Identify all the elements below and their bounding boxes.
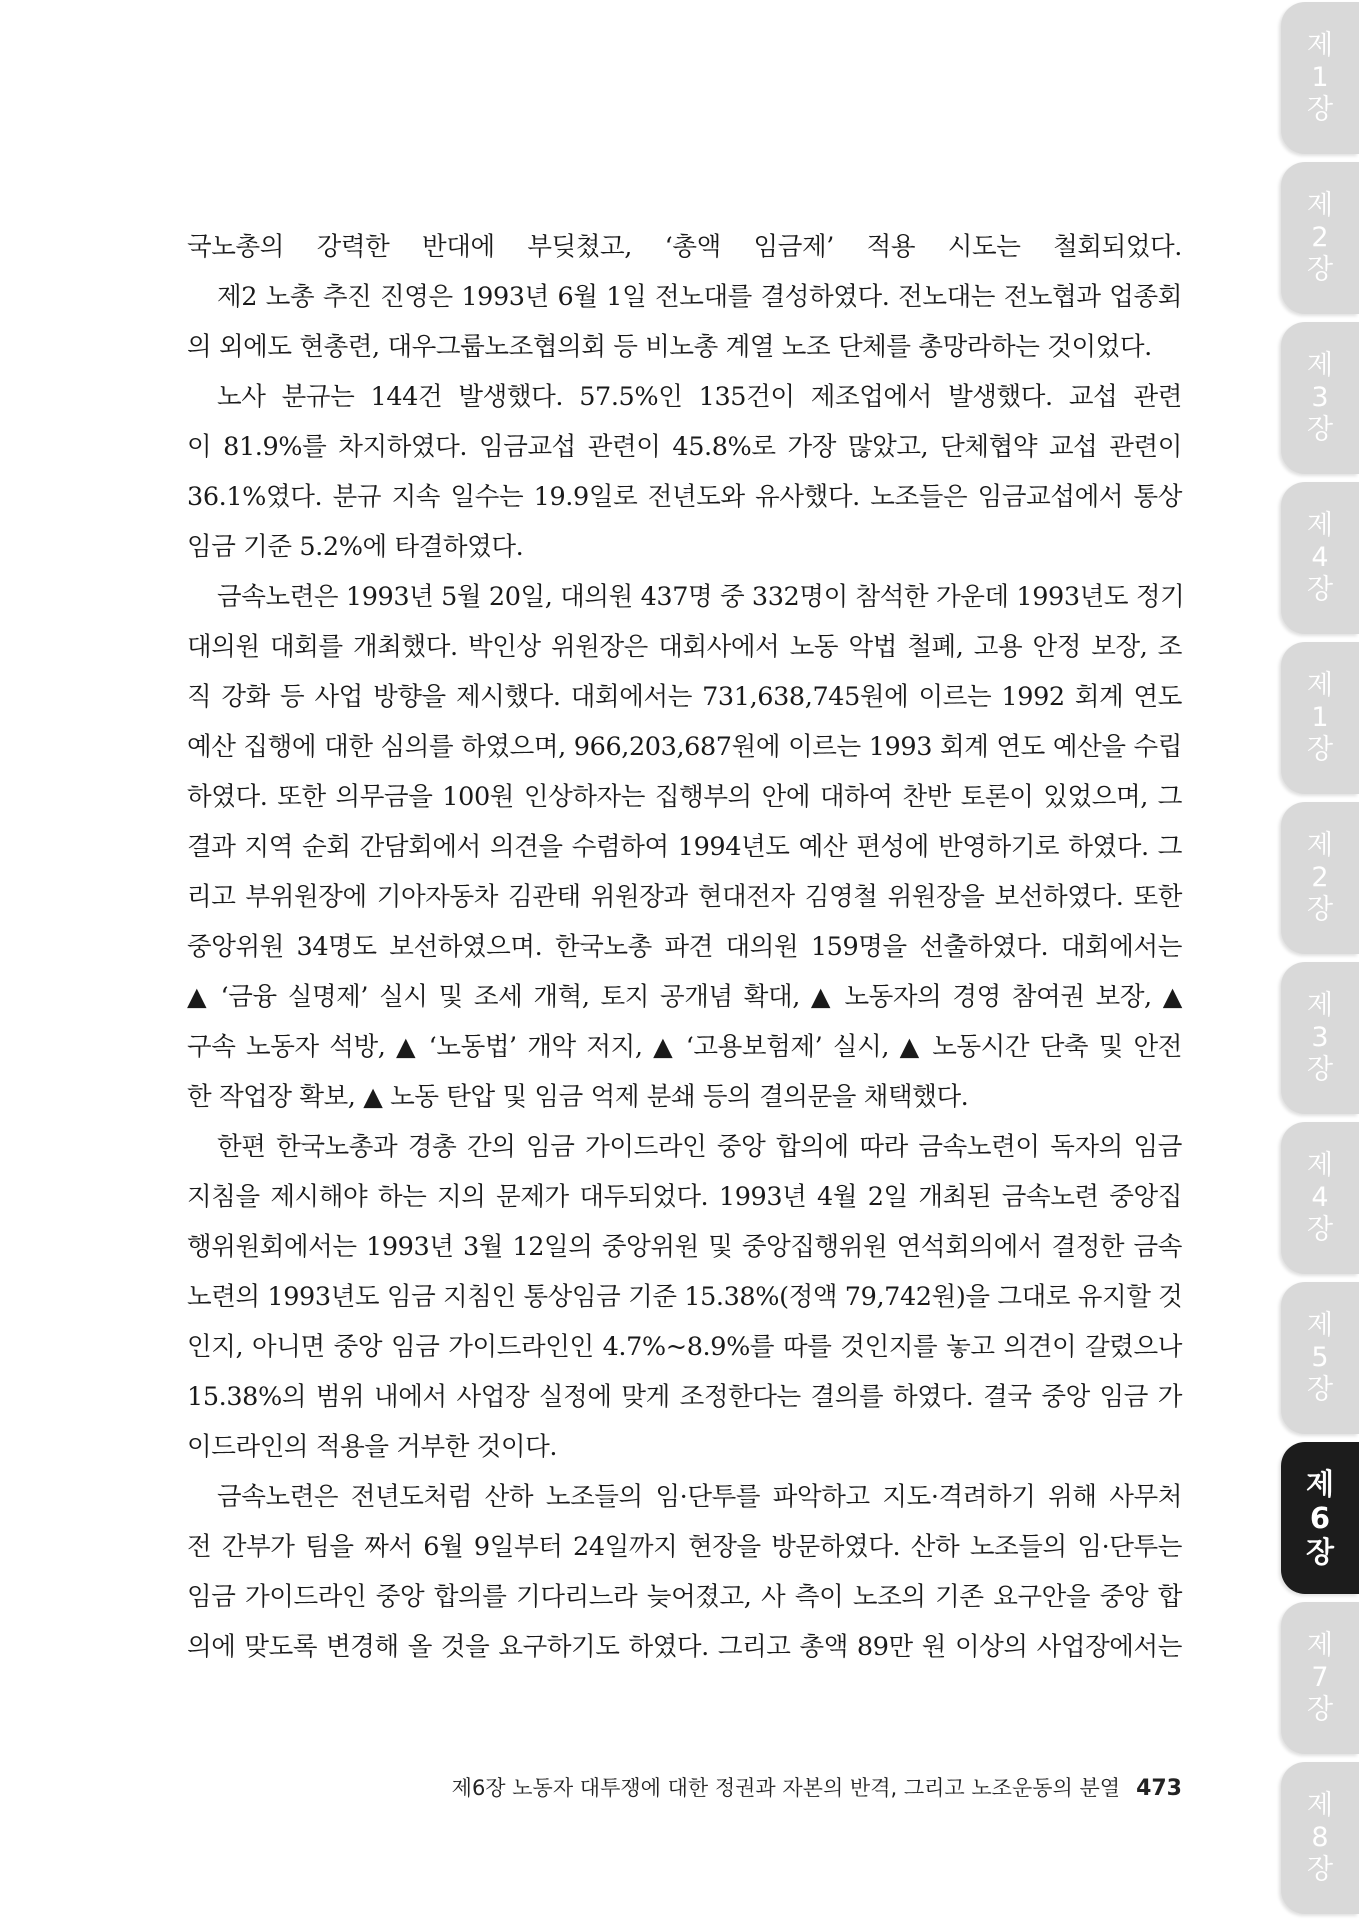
text-line: 금속노련은 전년도처럼 산하 노조들의 임·단투를 파악하고 지도·격려하기 위해 사무처 (217, 1482, 1182, 1512)
text-line: 임금 가이드라인 중앙 합의를 기다리느라 늦어졌고, 사 측이 노조의 기존 요구안을 중앙 합 (187, 1582, 1182, 1612)
chapter-tab-active[interactable] (1281, 1442, 1359, 1594)
chapter-tab[interactable] (1281, 1122, 1359, 1274)
tab-label-suffix: 장 (1306, 573, 1334, 605)
chapter-tab[interactable] (1281, 482, 1359, 634)
tab-label-number: 2 (1311, 222, 1329, 254)
text-line: 한 작업장 확보, ▲ 노동 탄압 및 임금 억제 분쇄 등의 결의문을 채택했다. (187, 1082, 969, 1112)
text-line: 임금 기준 5.2%에 타결하였다. (187, 532, 524, 562)
text-line: 대의원 대회를 개최했다. 박인상 위원장은 대회사에서 노동 악법 철폐, 고용 안정 보장, 조 (187, 632, 1182, 662)
tab-label-prefix: 제 (1306, 830, 1334, 862)
chapter-tab[interactable] (1281, 962, 1359, 1114)
tab-label-suffix: 장 (1306, 253, 1334, 285)
text-line: 전 간부가 팀을 짜서 6월 9일부터 24일까지 현장을 방문하였다. 산하 노조들의 임·단투는 (187, 1532, 1182, 1562)
text-line: 리고 부위원장에 기아자동차 김관태 위원장과 현대전자 김영철 위원장을 보선하였다. 또한 (187, 882, 1182, 912)
text-line: 이 81.9%를 차지하였다. 임금교섭 관련이 45.8%로 가장 많았고, 단체협약 교섭 관련이 (187, 432, 1182, 462)
tab-label-number: 3 (1311, 1022, 1329, 1054)
tab-label-number: 7 (1311, 1662, 1329, 1694)
tab-label-suffix: 장 (1306, 1053, 1334, 1085)
body-text (187, 222, 1185, 1672)
tab-label-prefix: 제 (1306, 1630, 1334, 1662)
text-line: 노련의 1993년도 임금 지침인 통상임금 기준 15.38%(정액 79,742원)을 그대로 유지할 것 (187, 1282, 1183, 1312)
chapter-tab[interactable] (1281, 2, 1359, 154)
tab-label-suffix: 장 (1305, 1535, 1334, 1570)
chapter-tab[interactable] (1281, 1762, 1359, 1914)
chapter-tab[interactable] (1281, 1602, 1359, 1754)
text-line: 한편 한국노총과 경총 간의 임금 가이드라인 중앙 합의에 따라 금속노련이 독자의 임금 (217, 1132, 1182, 1162)
tab-label-prefix: 제 (1306, 990, 1334, 1022)
text-line: 중앙위원 34명도 보선하였으며. 한국노총 파견 대의원 159명을 선출하였다. 대회에서는 (187, 932, 1182, 962)
tab-label-number: 1 (1311, 62, 1329, 94)
tab-label-suffix: 장 (1306, 1373, 1334, 1405)
text-line: 구속 노동자 석방, ▲ ‘노동법’ 개악 저지, ▲ ‘고용보험제’ 실시, ▲ 노동시간 단축 및 안전 (187, 1032, 1182, 1062)
text-line: 노사 분규는 144건 발생했다. 57.5%인 135건이 제조업에서 발생했다. 교섭 관련 (217, 382, 1182, 412)
text-line: 의 외에도 현총련, 대우그룹노조협의회 등 비노총 계열 노조 단체를 총망라하는 것이었다. (187, 332, 1152, 362)
chapter-tab[interactable] (1281, 322, 1359, 474)
tab-label-number: 8 (1311, 1822, 1329, 1854)
tab-label-number: 1 (1311, 702, 1329, 734)
tab-label-suffix: 장 (1306, 1693, 1334, 1725)
tab-label-suffix: 장 (1306, 893, 1334, 925)
text-line: 36.1%였다. 분규 지속 일수는 19.9일로 전년도와 유사했다. 노조들은 임금교섭에서 통상 (187, 482, 1182, 512)
tab-label-number: 4 (1311, 542, 1329, 574)
text-line: 지침을 제시해야 하는 지의 문제가 대두되었다. 1993년 4월 2일 개최된 금속노련 중앙집 (187, 1182, 1182, 1212)
page-footer (187, 1772, 1182, 1802)
text-line: 결과 지역 순회 간담회에서 의견을 수렴하여 1994년도 예산 편성에 반영하기로 하였다. 그 (187, 832, 1182, 862)
chapter-tab[interactable] (1281, 642, 1359, 794)
tab-label-prefix: 제 (1306, 190, 1334, 222)
tab-label-suffix: 장 (1306, 93, 1334, 125)
chapter-tab-strip (1281, 0, 1359, 1920)
text-line: 제2 노총 추진 진영은 1993년 6월 1일 전노대를 결성하였다. 전노대는 전노협과 업종회 (217, 282, 1182, 312)
text-line: 예산 집행에 대한 심의를 하였으며, 966,203,687원에 이르는 1993 회계 연도 예산을 수립 (187, 732, 1182, 762)
tab-label-prefix: 제 (1306, 30, 1334, 62)
tab-label-prefix: 제 (1306, 1310, 1334, 1342)
tab-label-number: 6 (1309, 1500, 1331, 1535)
tab-label-number: 5 (1311, 1342, 1329, 1374)
tab-label-suffix: 장 (1306, 413, 1334, 445)
tab-label-prefix: 제 (1306, 670, 1334, 702)
text-line: 직 강화 등 사업 방향을 제시했다. 대회에서는 731,638,745원에 이르는 1992 회계 연도 (187, 682, 1182, 712)
text-line: 인지, 아니면 중앙 임금 가이드라인인 4.7%~8.9%를 따를 것인지를 놓고 의견이 갈렸으나 (187, 1332, 1182, 1362)
text-line: 국노총의 강력한 반대에 부딪쳤고, ‘총액 임금제’ 적용 시도는 철회되었다. (187, 232, 1182, 262)
tab-label-prefix: 제 (1306, 350, 1334, 382)
text-line: 이드라인의 적용을 거부한 것이다. (187, 1432, 558, 1462)
tab-label-prefix: 제 (1306, 1150, 1334, 1182)
text-line: ▲ ‘금융 실명제’ 실시 및 조세 개혁, 토지 공개념 확대, ▲ 노동자의 경영 참여권 보장, ▲ (187, 982, 1182, 1012)
chapter-tab[interactable] (1281, 802, 1359, 954)
chapter-tab[interactable] (1281, 1282, 1359, 1434)
tab-label-number: 2 (1311, 862, 1329, 894)
running-chapter-title: 제6장 노동자 대투쟁에 대한 정권과 자본의 반격, 그리고 노조운동의 분열 (451, 1776, 1121, 1800)
tab-label-number: 3 (1311, 382, 1329, 414)
tab-label-prefix: 제 (1306, 510, 1334, 542)
tab-label-suffix: 장 (1306, 733, 1334, 765)
page-number: 473 (1136, 1776, 1182, 1801)
tab-label-number: 4 (1311, 1182, 1329, 1214)
text-line: 의에 맞도록 변경해 올 것을 요구하기도 하였다. 그리고 총액 89만 원 이상의 사업장에서는 (187, 1632, 1182, 1662)
chapter-tab[interactable] (1281, 162, 1359, 314)
text-line: 금속노련은 1993년 5월 20일, 대의원 437명 중 332명이 참석한 가운데 1993년도 정기 (217, 582, 1185, 612)
text-line: 하였다. 또한 의무금을 100원 인상하자는 집행부의 안에 대하여 찬반 토론이 있었으며, 그 (187, 782, 1182, 812)
tab-label-prefix: 제 (1306, 1790, 1334, 1822)
text-line: 행위원회에서는 1993년 3월 12일의 중앙위원 및 중앙집행위원 연석회의에서 결정한 금속 (187, 1232, 1182, 1262)
tab-label-suffix: 장 (1306, 1213, 1334, 1245)
tab-label-suffix: 장 (1306, 1853, 1334, 1885)
tab-label-prefix: 제 (1305, 1466, 1334, 1501)
text-line: 15.38%의 범위 내에서 사업장 실정에 맞게 조정한다는 결의를 하였다. 결국 중앙 임금 가 (187, 1382, 1182, 1412)
